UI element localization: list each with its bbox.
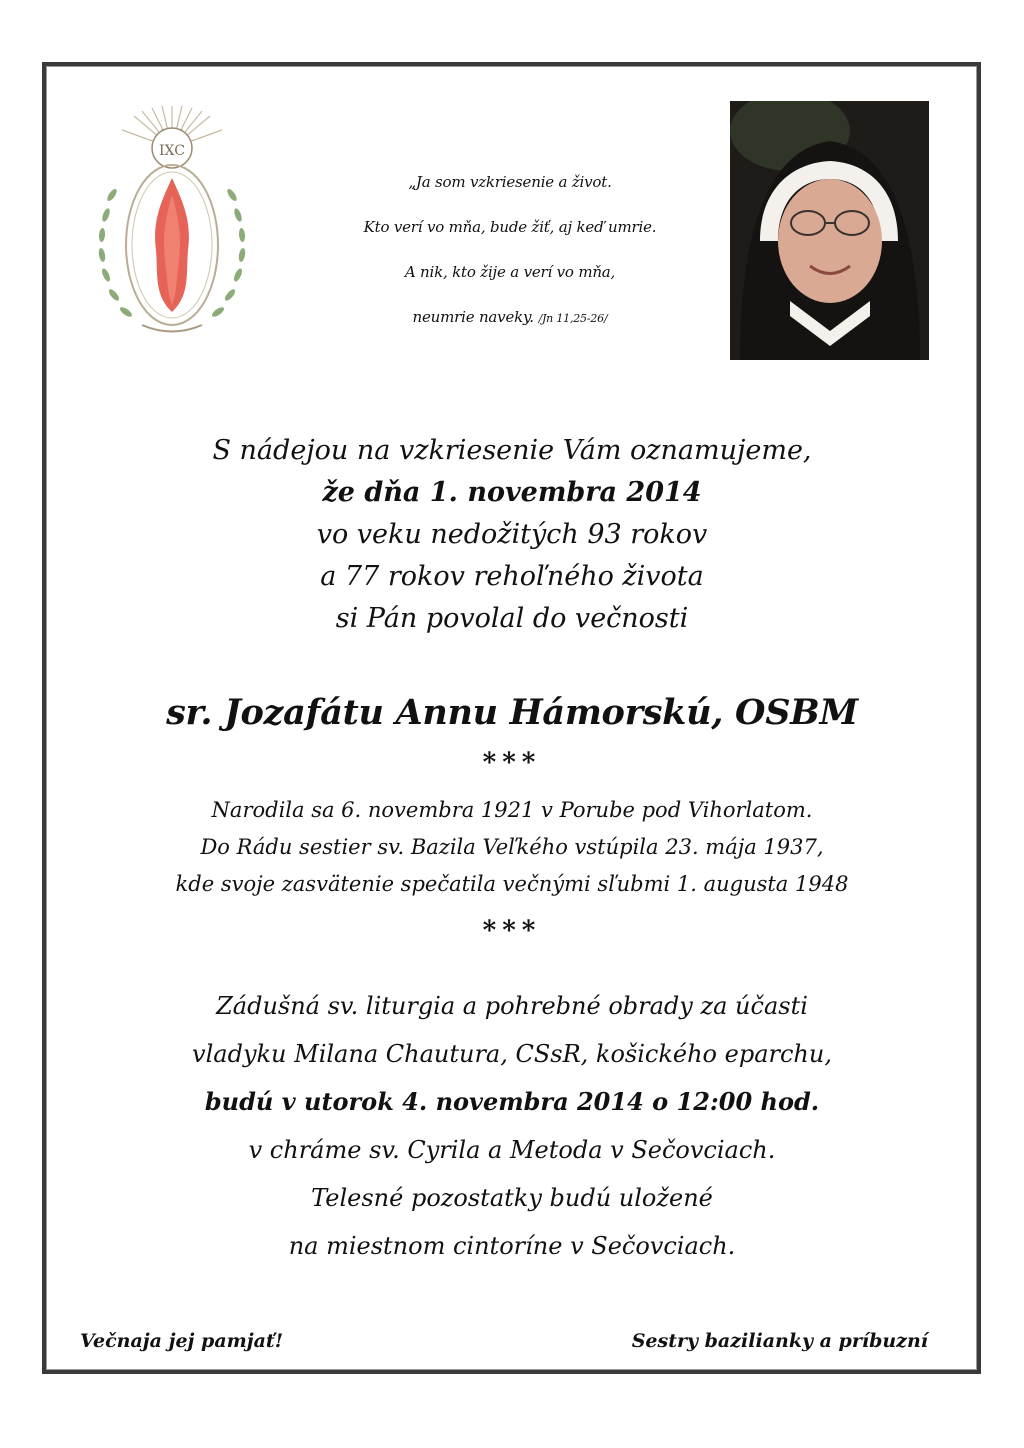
biography-line-1: Narodila sa 6. novembra 1921 v Porube pod Vihorlatom. xyxy=(211,798,813,822)
funeral-line-5: Telesné pozostatky budú uložené xyxy=(311,1184,713,1212)
announcement-line-4: a 77 rokov rehoľného života xyxy=(320,561,704,592)
funeral-line-6: na miestnom cintoríne v Sečovciach. xyxy=(288,1232,736,1260)
funeral-datetime: budú v utorok 4. novembra 2014 o 12:00 hod. xyxy=(204,1087,820,1116)
announcement-line-5: si Pán povolal do večnosti xyxy=(335,603,689,634)
scripture-quote xyxy=(300,160,720,341)
funeral-line-1: Zádušná sv. liturgia a pohrebné obrady za účasti xyxy=(216,992,808,1020)
biography-line-3: kde svoje zasvätenie spečatila večnými sľubmi 1. augusta 1948 xyxy=(175,872,849,896)
order-emblem-icon xyxy=(82,100,262,350)
announcement-line-3: vo veku nedožitých 93 rokov xyxy=(316,519,708,550)
announcement-date: že dňa 1. novembra 2014 xyxy=(322,477,702,508)
announcement-line-1: S nádejou na vzkriesenie Vám oznamujeme, xyxy=(212,435,812,466)
emblem-monogram: IXC xyxy=(159,143,185,159)
quote-line-2: Kto verí vo mňa, bude žiť, aj keď umrie. xyxy=(363,218,657,236)
separator-stars: *** xyxy=(482,748,542,778)
biography-line-2: Do Rádu sestier sv. Bazila Veľkého vstúpila 23. mája 1937, xyxy=(200,835,824,859)
funeral-line-4: v chráme sv. Cyrila a Metoda v Sečovciach. xyxy=(248,1136,776,1164)
biography xyxy=(0,792,1024,903)
funeral-line-2: vladyku Milana Chautura, CSsR, košického eparchu, xyxy=(192,1040,832,1068)
funeral-info xyxy=(0,982,1024,1270)
separator-stars: *** xyxy=(482,916,542,946)
quote-line-1: „Ja som vzkriesenie a život. xyxy=(408,173,612,191)
footer-memory: Večnaja jej pamjať! xyxy=(80,1330,284,1352)
quote-line-3: A nik, kto žije a verí vo mňa, xyxy=(404,263,616,281)
portrait-photo xyxy=(730,101,929,360)
quote-line-4 xyxy=(300,295,720,341)
footer-signature: Sestry bazilianky a príbuzní xyxy=(631,1330,928,1352)
quote-reference: /Jn 11,25-26/ xyxy=(538,312,608,325)
deceased-name: sr. Jozafátu Annu Hámorskú, OSBM xyxy=(166,692,858,733)
announcement xyxy=(0,430,1024,640)
quote-last-line: neumrie naveky. xyxy=(412,308,534,326)
